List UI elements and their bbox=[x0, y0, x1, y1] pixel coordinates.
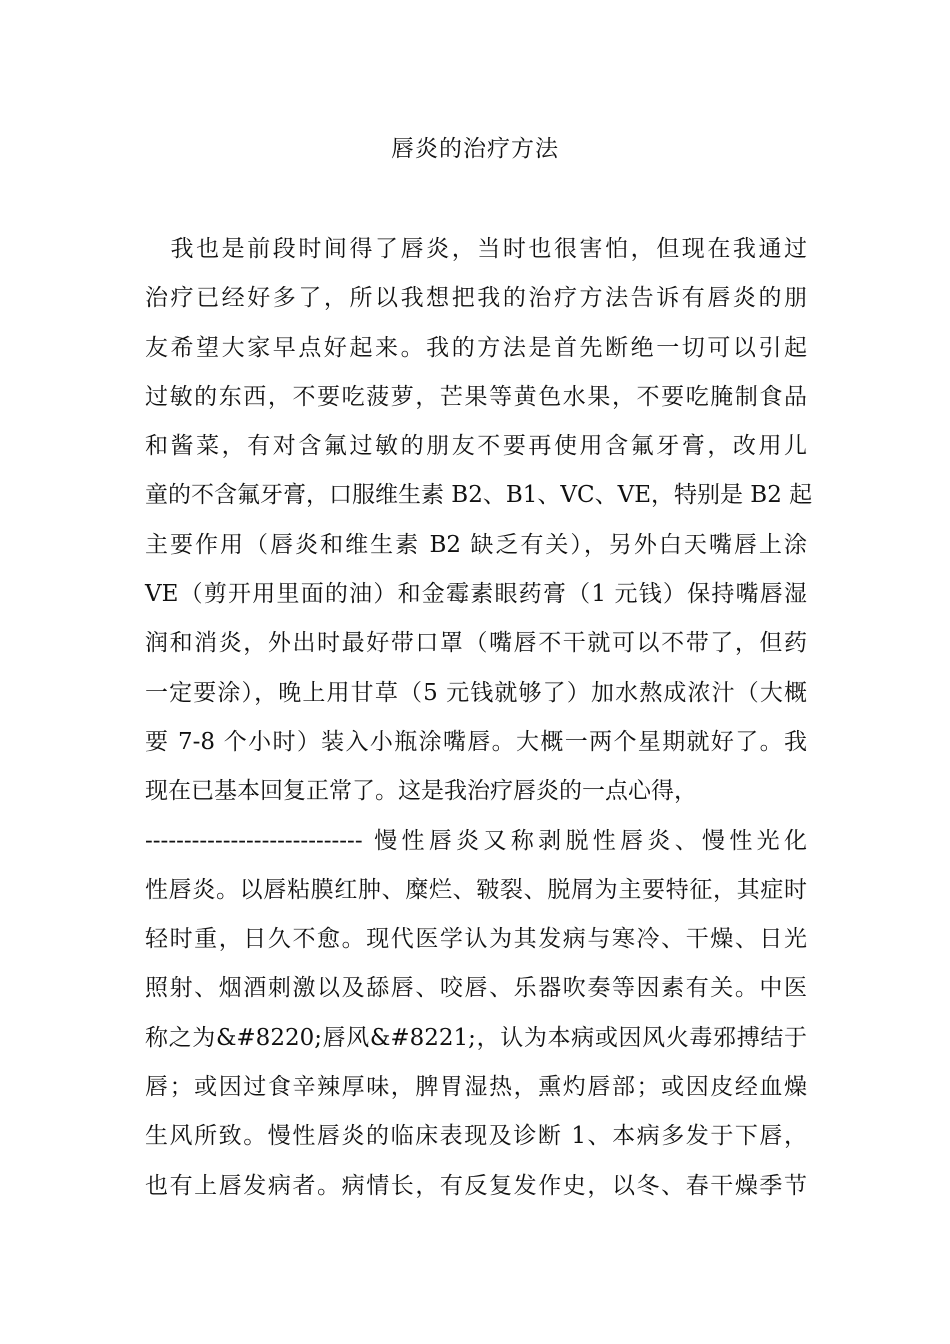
body-line: 主要作用（唇炎和维生素 B2 缺乏有关），另外白天嘴唇上涂 bbox=[145, 531, 807, 558]
document-title: 唇炎的治疗方法 bbox=[391, 136, 559, 162]
body-line: VE（剪开用里面的油）和金霉素眼药膏（1 元钱）保持嘴唇湿 bbox=[145, 581, 807, 608]
body-line: 也有上唇发病者。病情长，有反复发作史，以冬、春干燥季节 bbox=[145, 1172, 807, 1199]
body-line: 童的不含氟牙膏，口服维生素 B2、B1、VC、VE，特别是 B2 起 bbox=[145, 482, 813, 509]
body-line: 唇；或因过食辛辣厚味，脾胃湿热，熏灼唇部；或因皮经血燥 bbox=[145, 1074, 807, 1101]
body-line: 治疗已经好多了，所以我想把我的治疗方法告诉有唇炎的朋 bbox=[145, 285, 807, 312]
body-line: ---------------------------- 慢性唇炎又称剥脱性唇炎、慢性光化 bbox=[145, 827, 807, 854]
body-line: 轻时重，日久不愈。现代医学认为其发病与寒冷、干燥、日光 bbox=[145, 926, 807, 953]
body-line: 生风所致。慢性唇炎的临床表现及诊断 1、本病多发于下唇， bbox=[145, 1123, 807, 1150]
body-line: 要 7-8 个小时）装入小瓶涂嘴唇。大概一两个星期就好了。我 bbox=[145, 728, 807, 755]
body-line: 一定要涂），晚上用甘草（5 元钱就够了）加水熬成浓汁（大概 bbox=[145, 679, 807, 706]
body-line: 现在已基本回复正常了。这是我治疗唇炎的一点心得， bbox=[145, 778, 697, 805]
body-line: 性唇炎。以唇粘膜红肿、糜烂、皲裂、脱屑为主要特征，其症时 bbox=[145, 876, 807, 903]
body-line: 过敏的东西，不要吃菠萝，芒果等黄色水果，不要吃腌制食品 bbox=[145, 383, 807, 410]
body-line: 润和消炎，外出时最好带口罩（嘴唇不干就可以不带了，但药 bbox=[145, 630, 807, 657]
document-body bbox=[145, 232, 813, 1218]
body-line: 友希望大家早点好起来。我的方法是首先断绝一切可以引起 bbox=[145, 334, 807, 361]
body-line: 和酱菜，有对含氟过敏的朋友不要再使用含氟牙膏，改用儿 bbox=[145, 433, 807, 460]
body-line: 照射、烟酒刺激以及舔唇、咬唇、乐器吹奏等因素有关。中医 bbox=[145, 975, 807, 1002]
body-line: 我也是前段时间得了唇炎，当时也很害怕，但现在我通过 bbox=[145, 236, 807, 262]
body-line: 称之为&#8220;唇风&#8221;，认为本病或因风火毒邪搏结于 bbox=[145, 1024, 807, 1051]
